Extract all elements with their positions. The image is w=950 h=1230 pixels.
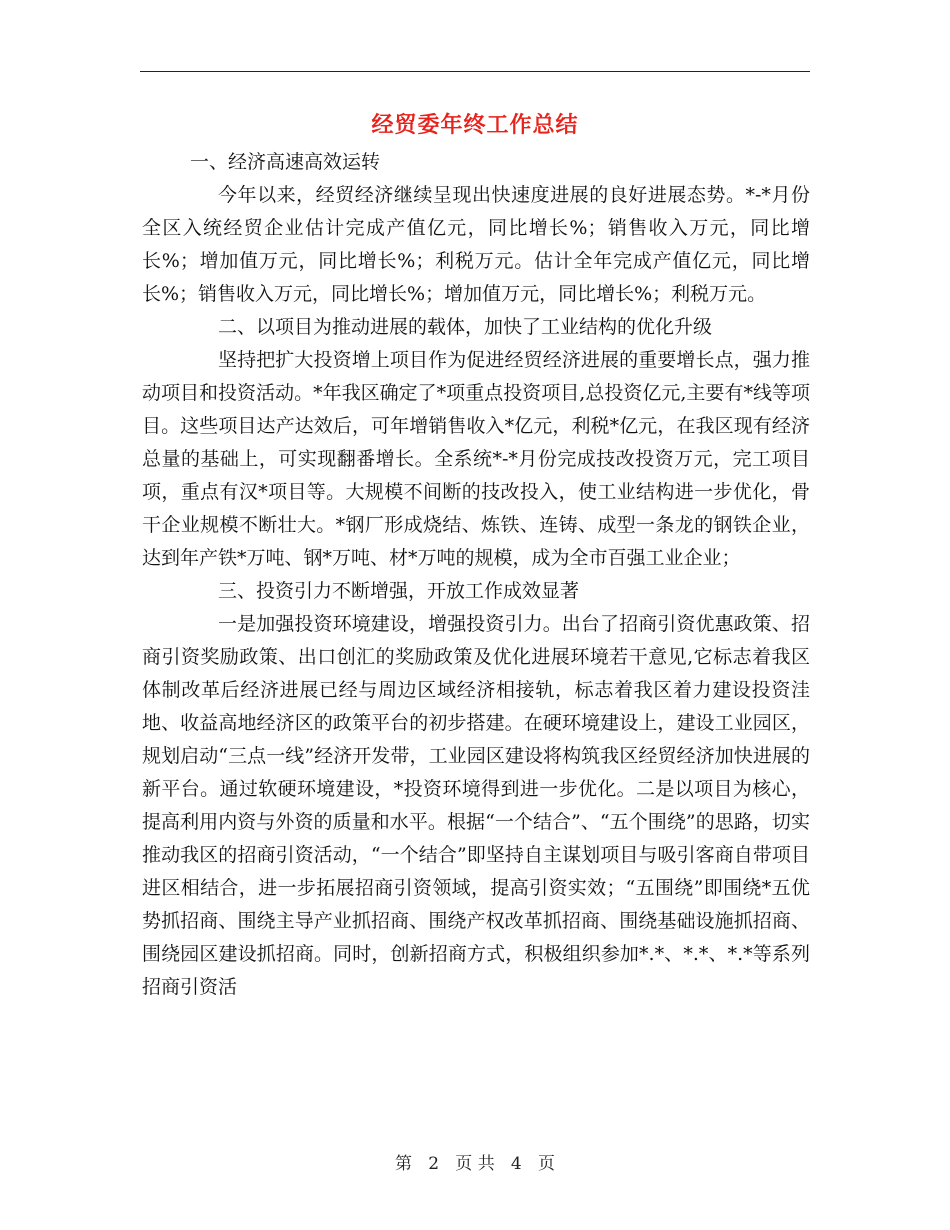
section-paragraph-2: 坚持把扩大投资增上项目作为促进经贸经济进展的重要增长点，强力推动项目和投资活动。*年我区确定了*项重点投资项目,总投资亿元,主要有*线等项目。这些项目达产达效后，可年增销售收入*亿元，利税*亿元，在我区现有经济总量的基础上，可实现翻番增长。全系统*-*月份完成技改投资万元，完工项目项，重点有汉*项目等。大规模不间断的技改投入，使工业结构进一步优化，骨干企业规模不断壮大。*钢厂形成烧结、炼铁、连铸、成型一条龙的钢铁企业，达到年产铁*万吨、钢*万吨、材*万吨的规模，成为全市百强工业企业； <box>142 349 810 569</box>
document-body <box>142 146 810 1004</box>
section-heading-3: 三、投资引力不断增强，开放工作成效显著 <box>218 580 580 602</box>
page-footer <box>140 1152 810 1176</box>
section-heading-2: 二、以项目为推动进展的载体，加快了工业结构的优化升级 <box>218 316 713 338</box>
footer-middle: 页 共 <box>455 1154 495 1174</box>
footer-page-number: 2 <box>428 1154 440 1174</box>
document-title: 经贸委年终工作总结 <box>371 112 579 138</box>
section-paragraph-1: 今年以来，经贸经济继续呈现出快速度进展的良好进展态势。*-*月份全区入统经贸企业估计完成产值亿元，同比增长%；销售收入万元，同比增长%；增加值万元，同比增长%；利税万元。估计全年完成产值亿元，同比增长%；销售收入万元，同比增长%；增加值万元，同比增长%；利税万元。 <box>142 184 810 305</box>
footer-prefix: 第 <box>395 1154 413 1174</box>
section-paragraph-3: 一是加强投资环境建设，增强投资引力。出台了招商引资优惠政策、招商引资奖励政策、出口创汇的奖励政策及优化进展环境若干意见,它标志着我区体制改革后经济进展已经与周边区域经济相接轨，标志着我区着力建设投资洼地、收益高地经济区的政策平台的初步搭建。在硬环境建设上，建设工业园区，规划启动“三点一线”经济开发带，工业园区建设将构筑我区经贸经济加快进展的新平台。通过软硬环境建设，*投资环境得到进一步优化。二是以项目为核心，提高利用内资与外资的质量和水平。根据“一个结合”、“五个围绕”的思路，切实推动我区的招商引资活动，“一个结合”即坚持自主谋划项目与吸引客商自带项目进区相结合，进一步拓展招商引资领域，提高引资实效；“五围绕”即围绕*五优势抓招商、围绕主导产业抓招商、围绕产权改革抓招商、围绕基础设施抓招商、围绕园区建设抓招商。同时，创新招商方式，积极组织参加*.*、*.*、*.*等系列招商引资活 <box>142 613 810 998</box>
section-heading-1: 一、经济高速高效运转 <box>190 151 381 173</box>
header-rule <box>140 71 810 72</box>
footer-suffix: 页 <box>537 1154 555 1174</box>
footer-total-pages: 4 <box>510 1154 522 1174</box>
